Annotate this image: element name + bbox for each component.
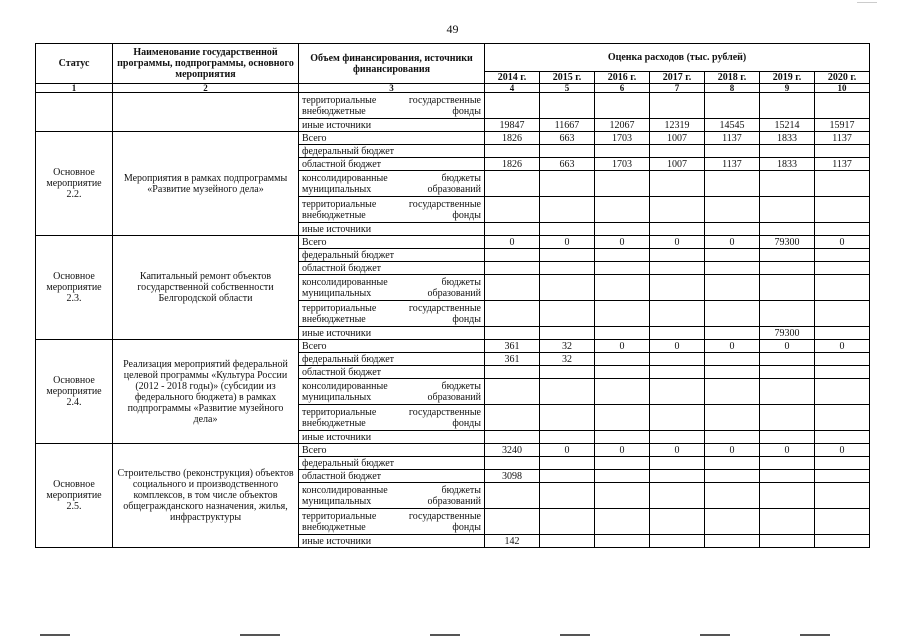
value-cell xyxy=(540,145,595,158)
group-name: Строительство (реконструкция) объектов социального и производственного комплексов, в том числе объектов общегражданского назначения, жилья, инфраструктуры xyxy=(113,444,299,548)
column-number: 6 xyxy=(595,84,650,93)
scan-mark xyxy=(40,634,70,636)
value-cell xyxy=(540,275,595,301)
value-cell xyxy=(595,301,650,327)
value-cell: 1007 xyxy=(650,158,705,171)
value-cell: 0 xyxy=(650,236,705,249)
value-cell xyxy=(705,223,760,236)
value-cell xyxy=(760,470,815,483)
financing-source: иные источники xyxy=(299,327,485,340)
value-cell xyxy=(815,197,870,223)
value-cell: 142 xyxy=(485,535,540,548)
value-cell xyxy=(540,483,595,509)
scan-mark xyxy=(800,634,830,636)
value-cell xyxy=(485,366,540,379)
financing-source: Всего xyxy=(299,340,485,353)
value-cell xyxy=(705,327,760,340)
value-cell xyxy=(705,301,760,327)
financing-source: Всего xyxy=(299,444,485,457)
value-cell xyxy=(815,327,870,340)
value-cell: 1137 xyxy=(705,158,760,171)
value-cell: 3098 xyxy=(485,470,540,483)
financing-source: федеральный бюджет xyxy=(299,353,485,366)
financing-source: иные источники xyxy=(299,119,485,132)
value-cell xyxy=(705,353,760,366)
value-cell xyxy=(595,249,650,262)
value-cell xyxy=(760,405,815,431)
value-cell xyxy=(760,483,815,509)
group-status: Основное мероприятие 2.4. xyxy=(36,340,113,444)
value-cell xyxy=(485,483,540,509)
value-cell xyxy=(595,405,650,431)
value-cell xyxy=(760,535,815,548)
group-status: Основное мероприятие 2.2. xyxy=(36,132,113,236)
value-cell xyxy=(595,197,650,223)
value-cell xyxy=(540,171,595,197)
value-cell xyxy=(815,262,870,275)
financing-source: областной бюджет xyxy=(299,262,485,275)
value-cell xyxy=(540,405,595,431)
header-status: Статус xyxy=(36,44,113,84)
value-cell: 32 xyxy=(540,340,595,353)
scan-corner-mark xyxy=(857,2,877,3)
value-cell xyxy=(815,366,870,379)
value-cell xyxy=(815,93,870,119)
financing-source: федеральный бюджет xyxy=(299,457,485,470)
value-cell: 79300 xyxy=(760,236,815,249)
column-number: 10 xyxy=(815,84,870,93)
value-cell xyxy=(705,249,760,262)
value-cell: 1137 xyxy=(705,132,760,145)
value-cell: 663 xyxy=(540,132,595,145)
value-cell xyxy=(705,379,760,405)
value-cell xyxy=(705,431,760,444)
value-cell xyxy=(705,509,760,535)
value-cell xyxy=(485,249,540,262)
value-cell: 1703 xyxy=(595,158,650,171)
value-cell xyxy=(540,197,595,223)
value-cell xyxy=(705,405,760,431)
value-cell xyxy=(540,262,595,275)
header-year: 2016 г. xyxy=(595,72,650,84)
value-cell xyxy=(705,275,760,301)
value-cell xyxy=(595,262,650,275)
value-cell: 0 xyxy=(815,340,870,353)
column-number: 1 xyxy=(36,84,113,93)
group-name xyxy=(113,93,299,132)
value-cell xyxy=(760,366,815,379)
value-cell: 0 xyxy=(705,340,760,353)
value-cell xyxy=(650,509,705,535)
value-cell: 0 xyxy=(485,236,540,249)
value-cell xyxy=(650,223,705,236)
table-row xyxy=(36,340,870,353)
value-cell xyxy=(705,197,760,223)
financing-source: областной бюджет xyxy=(299,470,485,483)
financing-source: консолидированные бюджеты муниципальных образований xyxy=(299,171,485,197)
scan-footer-marks xyxy=(0,630,905,640)
value-cell xyxy=(540,301,595,327)
financing-source: консолидированные бюджеты муниципальных образований xyxy=(299,483,485,509)
value-cell: 1137 xyxy=(815,158,870,171)
value-cell xyxy=(650,145,705,158)
value-cell xyxy=(815,457,870,470)
value-cell xyxy=(815,171,870,197)
value-cell xyxy=(595,483,650,509)
value-cell xyxy=(650,301,705,327)
value-cell xyxy=(650,535,705,548)
value-cell xyxy=(650,470,705,483)
value-cell xyxy=(760,353,815,366)
value-cell xyxy=(650,366,705,379)
value-cell xyxy=(815,509,870,535)
value-cell xyxy=(650,457,705,470)
group-name: Реализация мероприятий федеральной целевой программы «Культура России (2012 - 2018 годы)» (субсидии из федерального бюджета) в рамках подпрограммы «Развитие музейного дела» xyxy=(113,340,299,444)
group-name: Капитальный ремонт объектов государственной собственности Белгородской области xyxy=(113,236,299,340)
value-cell: 0 xyxy=(595,236,650,249)
value-cell xyxy=(705,171,760,197)
value-cell xyxy=(595,379,650,405)
value-cell: 12319 xyxy=(650,119,705,132)
value-cell xyxy=(815,301,870,327)
value-cell xyxy=(815,431,870,444)
value-cell xyxy=(595,171,650,197)
value-cell xyxy=(815,145,870,158)
value-cell xyxy=(650,483,705,509)
value-cell xyxy=(760,275,815,301)
value-cell xyxy=(485,405,540,431)
financing-source: консолидированные бюджеты муниципальных образований xyxy=(299,379,485,405)
group-name: Мероприятия в рамках подпрограммы «Развитие музейного дела» xyxy=(113,132,299,236)
value-cell xyxy=(705,93,760,119)
value-cell xyxy=(485,197,540,223)
value-cell: 0 xyxy=(650,340,705,353)
value-cell xyxy=(485,171,540,197)
group-status: Основное мероприятие 2.5. xyxy=(36,444,113,548)
value-cell xyxy=(595,366,650,379)
financing-source: территориальные государственные внебюджетные фонды xyxy=(299,93,485,119)
financing-source: иные источники xyxy=(299,535,485,548)
scan-mark xyxy=(560,634,590,636)
value-cell xyxy=(760,431,815,444)
column-number: 8 xyxy=(705,84,760,93)
table-row xyxy=(36,236,870,249)
financing-source: территориальные государственные внебюджетные фонды xyxy=(299,405,485,431)
group-status: Основное мероприятие 2.3. xyxy=(36,236,113,340)
page-number: 49 xyxy=(446,22,459,36)
value-cell xyxy=(485,431,540,444)
financing-source: Всего xyxy=(299,132,485,145)
value-cell xyxy=(650,353,705,366)
header-year: 2017 г. xyxy=(650,72,705,84)
header-year: 2019 г. xyxy=(760,72,815,84)
value-cell xyxy=(485,262,540,275)
value-cell: 1826 xyxy=(485,158,540,171)
column-number: 5 xyxy=(540,84,595,93)
value-cell xyxy=(540,223,595,236)
value-cell xyxy=(485,327,540,340)
value-cell xyxy=(595,509,650,535)
column-numbers-row xyxy=(36,84,870,93)
value-cell: 0 xyxy=(650,444,705,457)
value-cell xyxy=(595,93,650,119)
value-cell xyxy=(540,535,595,548)
table-row xyxy=(36,93,870,119)
value-cell: 0 xyxy=(815,444,870,457)
value-cell xyxy=(595,535,650,548)
financing-source: иные источники xyxy=(299,223,485,236)
value-cell xyxy=(650,275,705,301)
value-cell xyxy=(595,457,650,470)
value-cell: 19847 xyxy=(485,119,540,132)
table-body xyxy=(36,93,870,548)
value-cell xyxy=(705,366,760,379)
value-cell: 0 xyxy=(540,236,595,249)
value-cell: 0 xyxy=(595,444,650,457)
financing-source: Всего xyxy=(299,236,485,249)
header-year: 2018 г. xyxy=(705,72,760,84)
value-cell xyxy=(760,509,815,535)
value-cell xyxy=(595,470,650,483)
value-cell xyxy=(760,262,815,275)
value-cell: 0 xyxy=(815,236,870,249)
value-cell xyxy=(650,327,705,340)
value-cell xyxy=(705,470,760,483)
value-cell xyxy=(705,262,760,275)
value-cell xyxy=(650,405,705,431)
value-cell xyxy=(540,366,595,379)
value-cell xyxy=(540,509,595,535)
value-cell xyxy=(760,171,815,197)
value-cell: 0 xyxy=(705,236,760,249)
financing-source: территориальные государственные внебюджетные фонды xyxy=(299,197,485,223)
column-number: 7 xyxy=(650,84,705,93)
value-cell: 15214 xyxy=(760,119,815,132)
financing-source: консолидированные бюджеты муниципальных образований xyxy=(299,275,485,301)
value-cell xyxy=(705,535,760,548)
value-cell: 1833 xyxy=(760,132,815,145)
value-cell xyxy=(485,379,540,405)
value-cell xyxy=(485,223,540,236)
header-year: 2015 г. xyxy=(540,72,595,84)
value-cell xyxy=(485,457,540,470)
scan-mark xyxy=(700,634,730,636)
value-cell: 1826 xyxy=(485,132,540,145)
value-cell xyxy=(540,379,595,405)
value-cell xyxy=(650,379,705,405)
header-year: 2014 г. xyxy=(485,72,540,84)
value-cell xyxy=(540,457,595,470)
financing-source: федеральный бюджет xyxy=(299,249,485,262)
budget-table xyxy=(35,43,870,548)
value-cell xyxy=(650,431,705,444)
value-cell: 11667 xyxy=(540,119,595,132)
value-cell xyxy=(705,145,760,158)
value-cell: 0 xyxy=(760,444,815,457)
value-cell xyxy=(650,93,705,119)
value-cell xyxy=(815,249,870,262)
value-cell xyxy=(760,197,815,223)
value-cell: 663 xyxy=(540,158,595,171)
value-cell xyxy=(485,275,540,301)
header-financing: Объем финансирования, источники финансирования xyxy=(299,44,485,84)
value-cell xyxy=(815,275,870,301)
value-cell: 15917 xyxy=(815,119,870,132)
value-cell xyxy=(540,431,595,444)
column-number: 4 xyxy=(485,84,540,93)
value-cell xyxy=(650,171,705,197)
value-cell: 12067 xyxy=(595,119,650,132)
value-cell: 32 xyxy=(540,353,595,366)
financing-source: иные источники xyxy=(299,431,485,444)
value-cell xyxy=(540,93,595,119)
value-cell xyxy=(650,262,705,275)
value-cell xyxy=(540,470,595,483)
value-cell xyxy=(595,145,650,158)
value-cell: 361 xyxy=(485,340,540,353)
header-estimate: Оценка расходов (тыс. рублей) xyxy=(485,44,870,72)
value-cell: 0 xyxy=(705,444,760,457)
value-cell: 361 xyxy=(485,353,540,366)
value-cell: 0 xyxy=(595,340,650,353)
value-cell xyxy=(595,275,650,301)
value-cell xyxy=(705,483,760,509)
table-row xyxy=(36,132,870,145)
value-cell xyxy=(485,93,540,119)
value-cell xyxy=(760,249,815,262)
value-cell xyxy=(485,145,540,158)
value-cell xyxy=(815,353,870,366)
financing-source: территориальные государственные внебюджетные фонды xyxy=(299,509,485,535)
value-cell xyxy=(815,535,870,548)
value-cell xyxy=(815,483,870,509)
value-cell xyxy=(760,457,815,470)
value-cell: 1137 xyxy=(815,132,870,145)
group-status xyxy=(36,93,113,132)
value-cell xyxy=(650,197,705,223)
scan-mark xyxy=(240,634,280,636)
value-cell xyxy=(760,379,815,405)
column-number: 3 xyxy=(299,84,485,93)
value-cell xyxy=(760,301,815,327)
value-cell xyxy=(485,301,540,327)
value-cell xyxy=(485,509,540,535)
value-cell xyxy=(760,145,815,158)
value-cell xyxy=(650,249,705,262)
value-cell xyxy=(760,223,815,236)
value-cell xyxy=(595,431,650,444)
value-cell xyxy=(540,327,595,340)
value-cell: 1703 xyxy=(595,132,650,145)
column-number: 2 xyxy=(113,84,299,93)
value-cell: 0 xyxy=(760,340,815,353)
value-cell xyxy=(760,93,815,119)
value-cell xyxy=(815,379,870,405)
value-cell: 14545 xyxy=(705,119,760,132)
value-cell xyxy=(595,223,650,236)
financing-source: территориальные государственные внебюджетные фонды xyxy=(299,301,485,327)
value-cell xyxy=(815,405,870,431)
value-cell: 1007 xyxy=(650,132,705,145)
header-name: Наименование государственной программы, подпрограммы, основного мероприятия xyxy=(113,44,299,84)
financing-source: федеральный бюджет xyxy=(299,145,485,158)
table-row xyxy=(36,444,870,457)
value-cell xyxy=(705,457,760,470)
column-number: 9 xyxy=(760,84,815,93)
header-year: 2020 г. xyxy=(815,72,870,84)
value-cell xyxy=(540,249,595,262)
value-cell xyxy=(595,327,650,340)
financing-source: областной бюджет xyxy=(299,158,485,171)
value-cell: 79300 xyxy=(760,327,815,340)
value-cell: 1833 xyxy=(760,158,815,171)
value-cell: 3240 xyxy=(485,444,540,457)
scan-mark xyxy=(430,634,460,636)
value-cell xyxy=(815,223,870,236)
value-cell xyxy=(595,353,650,366)
financing-source: областной бюджет xyxy=(299,366,485,379)
value-cell: 0 xyxy=(540,444,595,457)
value-cell xyxy=(815,470,870,483)
